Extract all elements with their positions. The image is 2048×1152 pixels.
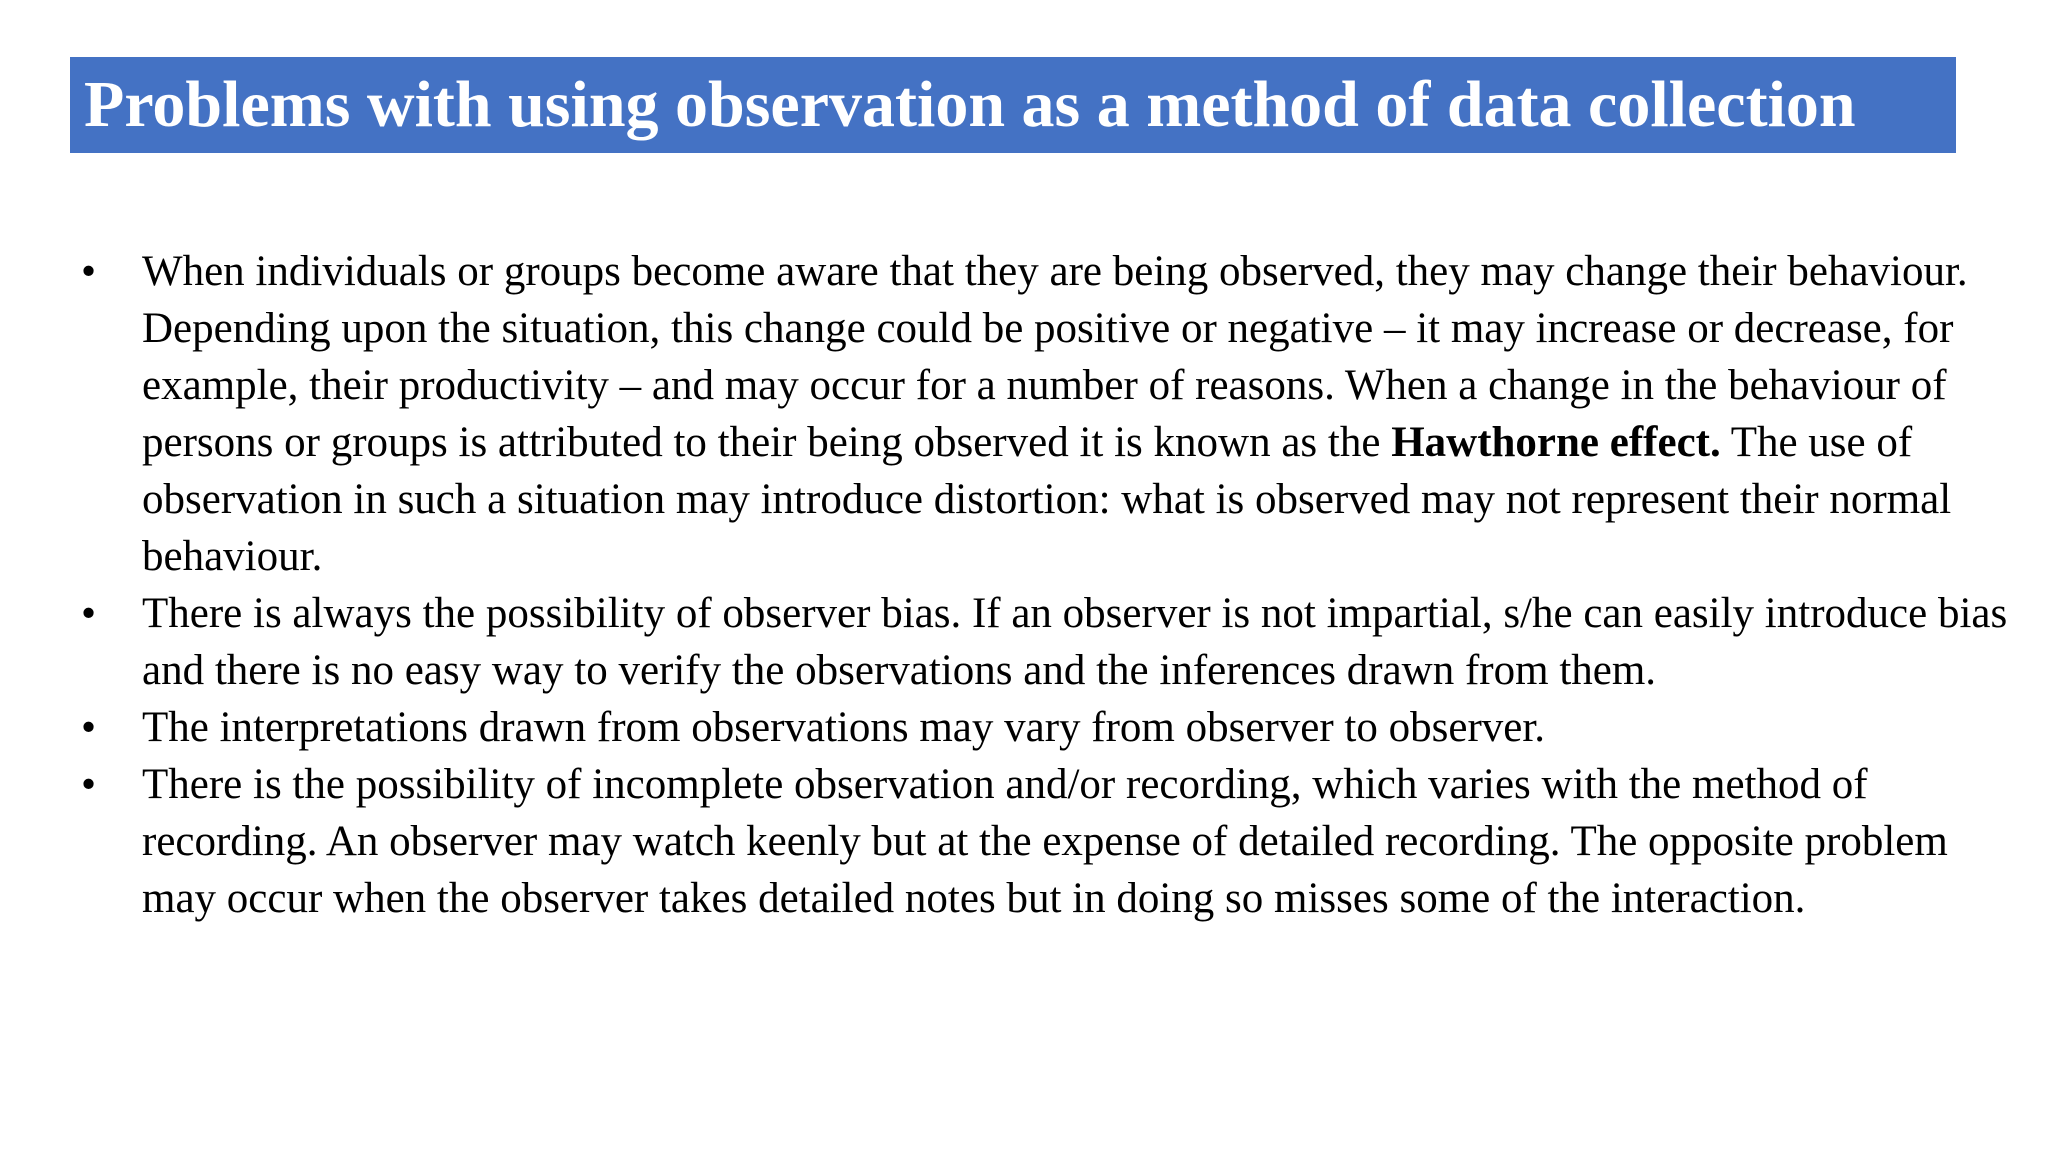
bullet-dot-icon: • bbox=[81, 590, 97, 637]
bullet-item-interpretations bbox=[60, 699, 2020, 756]
bullet-item-observer-bias bbox=[60, 585, 2020, 699]
bullet-text-before: When individuals or groups become aware that they are being observed, they may change their behaviour. Depending upon the situation, this change could be positive or negative – it may increase or decrease, for example, their productivity – and may occur for a number of reasons. When a change in the behaviour of persons or groups is attributed to their being observed it is known as the bbox=[142, 248, 1968, 466]
bullet-text-after: The use of observation in such a situation may introduce distortion: what is observed may not represent their normal behaviour. bbox=[142, 419, 1952, 580]
bullet-text: There is always the possibility of observer bias. If an observer is not impartial, s/he can easily introduce bias and there is no easy way to verify the observations and the inferences drawn from them. bbox=[142, 590, 2008, 694]
bullet-list bbox=[60, 243, 2020, 927]
bullet-text: The interpretations drawn from observations may vary from observer to observer. bbox=[142, 704, 1546, 751]
bullet-item-incomplete-observation bbox=[60, 756, 2020, 927]
slide-title: Problems with using observation as a method of data collection bbox=[84, 68, 1856, 141]
title-banner bbox=[70, 57, 1956, 153]
bullet-dot-icon: • bbox=[81, 248, 97, 295]
bullet-item-hawthorne bbox=[60, 243, 2020, 585]
bullet-text: There is the possibility of incomplete observation and/or recording, which varies with the method of recording. An observer may watch keenly but at the expense of detailed recording. The opposite problem may occur when the observer takes detailed notes but in doing so misses some of the interaction. bbox=[142, 761, 1948, 922]
hawthorne-effect-term: Hawthorne effect. bbox=[1391, 419, 1721, 466]
bullet-dot-icon: • bbox=[81, 704, 97, 751]
bullet-dot-icon: • bbox=[81, 761, 97, 808]
bullet-text bbox=[142, 243, 2020, 585]
